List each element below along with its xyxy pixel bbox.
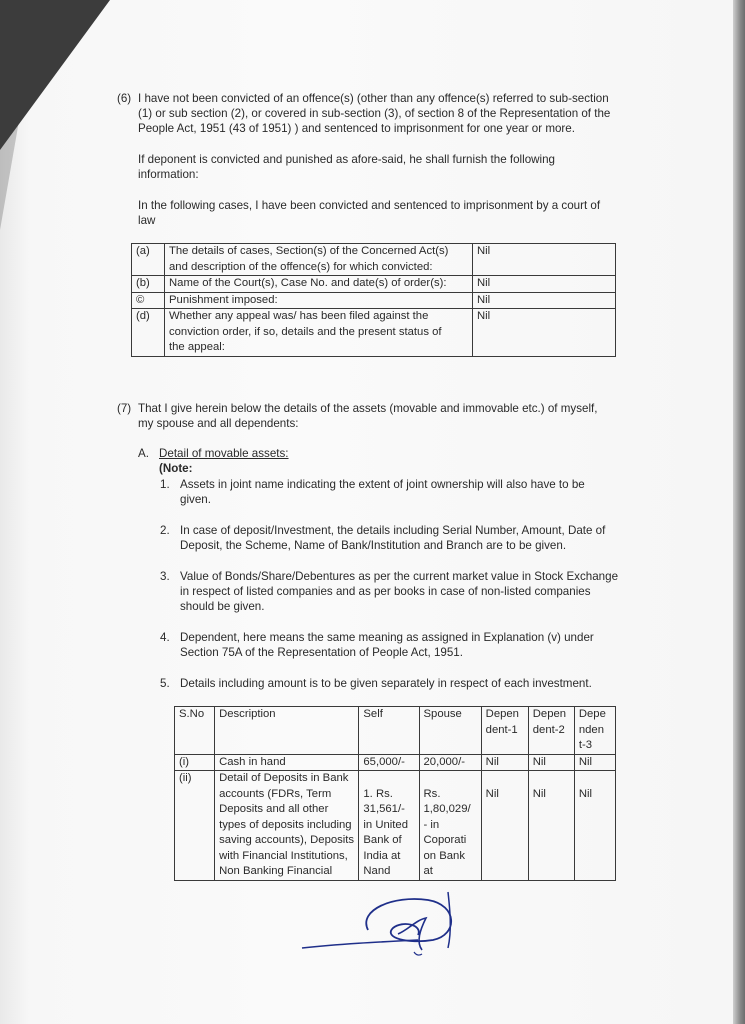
cell-line: Deposits and all other [219, 803, 329, 815]
note-number: 1. [160, 478, 170, 491]
header-line: Depe [578, 708, 606, 720]
cell-description [215, 771, 359, 881]
cell-spouse [419, 771, 481, 881]
header-line: dent-1 [485, 723, 518, 736]
row-description [165, 309, 473, 357]
note-number: 2. [160, 524, 170, 537]
note-1-line-2: given. [180, 493, 211, 506]
signature-loop [366, 899, 451, 941]
row-label: (b) [132, 276, 165, 293]
note-4-line-2: Section 75A of the Representation of People Act, 1951. [180, 646, 463, 659]
section-7-number: (7) [117, 402, 132, 415]
note-number: 4. [160, 631, 170, 644]
header-line: Depen [485, 708, 519, 720]
note-4-line-1: Dependent, here means the same meaning as assigned in Explanation (v) under [180, 631, 594, 644]
cell-self: 65,000/- [359, 754, 419, 771]
deponent-text-line-2: information: [138, 168, 199, 181]
section-6-number: (6) [117, 92, 132, 105]
cell-line: Nand [363, 865, 391, 877]
signature-tick [414, 952, 422, 955]
table-row [132, 292, 616, 309]
part-a-label: A. [138, 447, 149, 460]
row-label: © [132, 292, 165, 309]
cell-line: - in [423, 818, 440, 831]
cell-description: Cash in hand [215, 754, 359, 771]
cell-dependent-2: Nil [528, 754, 574, 771]
cell-spouse: 20,000/- [419, 754, 481, 771]
movable-assets-table [174, 706, 616, 881]
convicted-cases-line-1: In the following cases, I have been convicted and sentenced to imprisonment by a court of [138, 199, 601, 212]
note-3-line-3: should be given. [180, 600, 265, 613]
section-7-line-2: my spouse and all dependents: [138, 417, 299, 430]
note-2-line-1: In case of deposit/Investment, the details including Serial Number, Amount, Date of [180, 524, 606, 537]
note-number: 5. [160, 677, 170, 690]
cell-line: Rs. [423, 787, 441, 800]
header-line: dent-2 [532, 723, 565, 736]
cell-spacer [424, 771, 478, 787]
header-description: Description [215, 707, 359, 755]
row-description: Name of the Court(s), Case No. and date(s) of order(s): [165, 276, 473, 293]
cell-line: Coporati [423, 834, 467, 846]
cell-line: 1,80,029/ [423, 803, 471, 815]
signature-stroke [398, 918, 426, 950]
cell-line: in United [363, 818, 408, 831]
cell-spacer [363, 771, 415, 787]
description-line: conviction order, if so, details and the present status of [169, 325, 442, 338]
cell-dependent-1 [481, 771, 528, 881]
header-line: t-3 [578, 739, 593, 751]
part-a-title: Detail of movable assets: [159, 447, 289, 460]
table-row [132, 244, 616, 276]
note-3-line-1: Value of Bonds/Share/Debentures as per the current market value in Stock Exchange [180, 570, 619, 583]
cell-line: 31,561/- [363, 803, 405, 815]
note-5-line-1: Details including amount is to be given separately in respect of each investment. [180, 677, 592, 690]
table-row [132, 309, 616, 357]
note-number: 3. [160, 570, 170, 583]
description-line: the appeal: [169, 341, 225, 353]
header-dependent-1 [481, 707, 528, 755]
cell-line: Nil [485, 787, 499, 800]
deponent-text-line-1: If deponent is convicted and punished as afore-said, he shall furnish the following [138, 153, 555, 166]
row-description [165, 244, 473, 276]
note-2-line-2: Deposit, the Scheme, Name of Bank/Institution and Branch are to be given. [180, 539, 567, 552]
description-line: and description of the offence(s) for which convicted: [169, 260, 433, 273]
signature-underline [302, 940, 418, 948]
header-spouse: Spouse [419, 707, 481, 755]
cell-dependent-2 [528, 771, 574, 881]
cell-line: types of deposits including [219, 818, 352, 831]
cell-spacer [533, 771, 571, 787]
row-description: Punishment imposed: [165, 292, 473, 309]
cell-self [359, 771, 419, 881]
section-6-line-1: I have not been convicted of an offence(s) (other than any offence(s) referred to sub-section [138, 92, 609, 105]
row-value: Nil [473, 292, 616, 309]
note-3-line-2: in respect of listed companies and as per books in case of non-listed companies [180, 585, 591, 598]
cell-line: 1. Rs. [363, 787, 393, 800]
section-6-line-3: People Act, 1951 (43 of 1951) ) and sentenced to imprisonment for one year or more. [138, 122, 575, 135]
conviction-table [131, 243, 616, 357]
convicted-cases-line-2: law [138, 214, 156, 227]
cell-line: with Financial Institutions, [219, 849, 348, 862]
note-1-line-1: Assets in joint name indicating the extent of joint ownership will also have to be [180, 478, 585, 491]
row-value: Nil [473, 276, 616, 293]
row-label: (a) [132, 244, 165, 276]
cell-sno: (ii) [175, 771, 215, 881]
header-dependent-2 [528, 707, 574, 755]
cell-dependent-1: Nil [481, 754, 528, 771]
cell-line: Non Banking Financial [219, 865, 333, 877]
header-line: Depen [532, 708, 567, 720]
cell-line: India at [363, 849, 401, 862]
table-row [132, 276, 616, 293]
table-row [175, 771, 616, 881]
cell-line: saving accounts), Deposits [219, 834, 355, 846]
row-label: (d) [132, 309, 165, 357]
cell-line: at [423, 865, 433, 877]
page-fold [0, 0, 110, 150]
cell-spacer [486, 771, 525, 787]
cell-line: Bank of [363, 834, 402, 846]
row-value: Nil [473, 309, 616, 357]
cell-line: Detail of Deposits in Bank [219, 772, 349, 784]
description-line: Whether any appeal was/ has been filed against the [169, 310, 429, 322]
table-row [175, 754, 616, 771]
cell-line: Nil [578, 787, 593, 800]
cell-dependent-3 [574, 771, 615, 881]
cell-line: on Bank [423, 849, 465, 862]
header-dependent-3 [574, 707, 615, 755]
cell-spacer [579, 771, 612, 787]
section-7-line-1: That I give herein below the details of the assets (movable and immovable etc.) of myself, [138, 402, 598, 415]
signature-vertical-stroke [448, 892, 450, 948]
table-header-row [175, 707, 616, 755]
row-value: Nil [473, 244, 616, 276]
note-heading: (Note: [159, 462, 193, 475]
header-line: nden [578, 723, 604, 736]
cell-line: Nil [532, 787, 546, 800]
cell-sno: (i) [175, 754, 215, 771]
description-line: The details of cases, Section(s) of the Concerned Act(s) [169, 245, 449, 257]
cell-line: accounts (FDRs, Term [219, 787, 332, 800]
cell-dependent-3: Nil [574, 754, 615, 771]
section-6-line-2: (1) or sub section (2), or covered in sub-section (3), of section 8 of the Representation of the [138, 107, 611, 120]
page-edge-shadow [733, 0, 745, 1024]
header-sno: S.No [175, 707, 215, 755]
signature [298, 890, 468, 970]
header-self: Self [359, 707, 419, 755]
